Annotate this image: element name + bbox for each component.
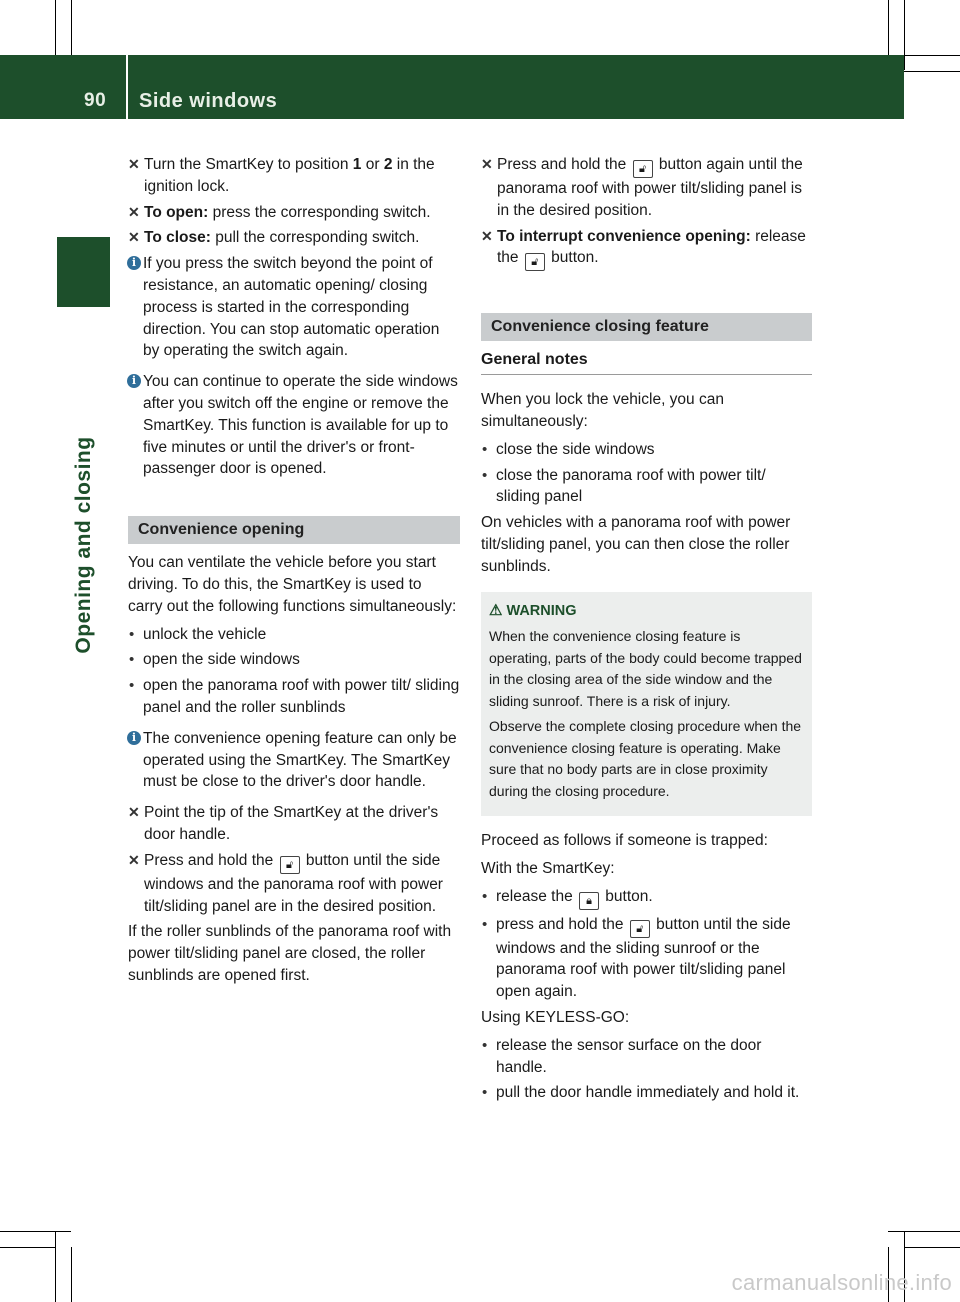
step-arrow-icon: ✕ (128, 156, 140, 172)
paragraph: On vehicles with a panorama roof with power tilt/sliding panel, you can then close the roller sunblinds. (481, 514, 791, 575)
step-arrow-icon: ✕ (128, 229, 140, 246)
bullet-icon: • (129, 677, 135, 695)
list-item: • release the 🔒︎ button. (481, 886, 812, 910)
subsection-heading: General notes (481, 349, 812, 375)
header-divider (126, 55, 128, 119)
instruction-step: ✕ To interrupt convenience opening: release the 🔓︎ button. (481, 226, 812, 272)
bullet-icon: • (129, 651, 135, 669)
section-title: Side windows (139, 90, 278, 112)
info-icon: i (127, 256, 141, 270)
list-item: • open the side windows (128, 649, 460, 671)
paragraph: Proceed as follows if someone is trapped: (481, 832, 768, 850)
paragraph: Using KEYLESS-GO: (481, 1009, 630, 1027)
instruction-step: ✕ Press and hold the 🔓︎ button again until the panorama roof with power tilt/sliding panel is in the desired position. (481, 156, 803, 219)
unlock-key-icon: 🔓︎ (630, 920, 650, 938)
list-item: • pull the door handle immediately and hold it. (481, 1082, 812, 1104)
crop-mark (55, 1232, 56, 1302)
info-note: i The convenience opening feature can only be operated using the SmartKey. The SmartKey must be close to the driver's door handle. (128, 728, 460, 793)
info-note: i If you press the switch beyond the point of resistance, an automatic opening/ closing process is started in the corresponding direction. You can stop automatic operation by operating the switch again. (128, 253, 460, 362)
instruction-step: ✕ To open: press the corresponding switch. (128, 202, 460, 224)
warning-text: Observe the complete closing procedure when the convenience closing feature is operating. Make sure that no body parts are in close proximity during the closing procedure. (489, 718, 802, 799)
chapter-label: Opening and closing (72, 436, 95, 654)
page-number: 90 (84, 90, 107, 111)
warning-box (481, 592, 812, 817)
list-item: • release the sensor surface on the door handle. (482, 1036, 762, 1076)
warning-title: ⚠ WARNING (489, 600, 804, 623)
chapter-tab (57, 237, 110, 307)
warning-text: When the convenience closing feature is operating, parts of the body could become trapped in the closing area of the side window and the sliding sunroof. There is a risk of injury. (489, 628, 802, 709)
unlock-key-icon: 🔓︎ (633, 160, 653, 178)
paragraph: When you lock the vehicle, you can simultaneously: (481, 391, 724, 430)
paragraph: If the roller sunblinds of the panorama roof with power tilt/sliding panel are closed, the roller sunblinds are opened first. (128, 923, 452, 984)
step-arrow-icon: ✕ (128, 804, 140, 821)
bullet-icon: • (482, 466, 488, 484)
crop-mark (0, 1231, 71, 1232)
header-bar (0, 55, 904, 119)
right-column (481, 154, 812, 1108)
crop-mark (0, 1247, 55, 1248)
crop-mark (904, 0, 905, 70)
bullet-icon: • (482, 1084, 488, 1102)
step-arrow-icon: ✕ (128, 203, 140, 220)
info-icon: i (127, 374, 141, 388)
paragraph: You can ventilate the vehicle before you start driving. To do this, the SmartKey is used to carry out the following functions simultaneously: (128, 554, 457, 615)
list-item: • close the side windows (481, 439, 812, 461)
watermark: carmanualsonline.info (731, 1270, 952, 1295)
list-item: • unlock the vehicle (128, 624, 460, 646)
list-item: • close the panorama roof with power tilt/ sliding panel (482, 466, 766, 506)
info-note: i You can continue to operate the side windows after you switch off the engine or remove the SmartKey. This function is available for up to five minutes or until the driver's or front-passenger door is opened. (128, 371, 460, 480)
crop-mark (888, 0, 889, 55)
bullet-icon: • (482, 1036, 488, 1054)
crop-mark (888, 1231, 960, 1232)
bullet-icon: • (129, 625, 135, 643)
warning-icon: ⚠ (489, 601, 503, 619)
crop-mark (904, 55, 960, 56)
instruction-step: ✕ To close: pull the corresponding switch. (128, 227, 460, 249)
crop-mark (71, 0, 72, 55)
step-arrow-icon: ✕ (481, 156, 493, 172)
section-heading: Convenience opening (128, 516, 460, 544)
instruction-step: ✕ Press and hold the 🔓︎ button until the side windows and the panorama roof with power tilt/sliding panel are in the desired position. (128, 851, 443, 915)
instruction-step: ✕ Turn the SmartKey to position 1 or 2 in the ignition lock. (128, 156, 435, 195)
paragraph: With the SmartKey: (481, 859, 615, 877)
unlock-key-icon: 🔓︎ (280, 856, 300, 874)
lock-key-icon: 🔒︎ (579, 892, 599, 910)
list-item: • press and hold the 🔓︎ button until the side windows and the sliding sunroof or the panorama roof with power tilt/sliding panel open again. (482, 915, 791, 1001)
step-arrow-icon: ✕ (481, 227, 493, 244)
list-item: • open the panorama roof with power tilt/ sliding panel and the roller sunblinds (129, 677, 460, 716)
crop-mark (904, 1247, 960, 1248)
bullet-icon: • (482, 440, 488, 458)
info-icon: i (127, 731, 141, 745)
section-heading: Convenience closing feature (481, 313, 812, 341)
left-column (128, 154, 460, 993)
instruction-step: ✕ Point the tip of the SmartKey at the driver's door handle. (128, 804, 439, 843)
step-arrow-icon: ✕ (128, 851, 140, 868)
unlock-key-icon: 🔓︎ (525, 253, 545, 271)
bullet-icon: • (482, 887, 488, 905)
crop-mark (71, 1247, 72, 1302)
bullet-icon: • (482, 915, 488, 933)
